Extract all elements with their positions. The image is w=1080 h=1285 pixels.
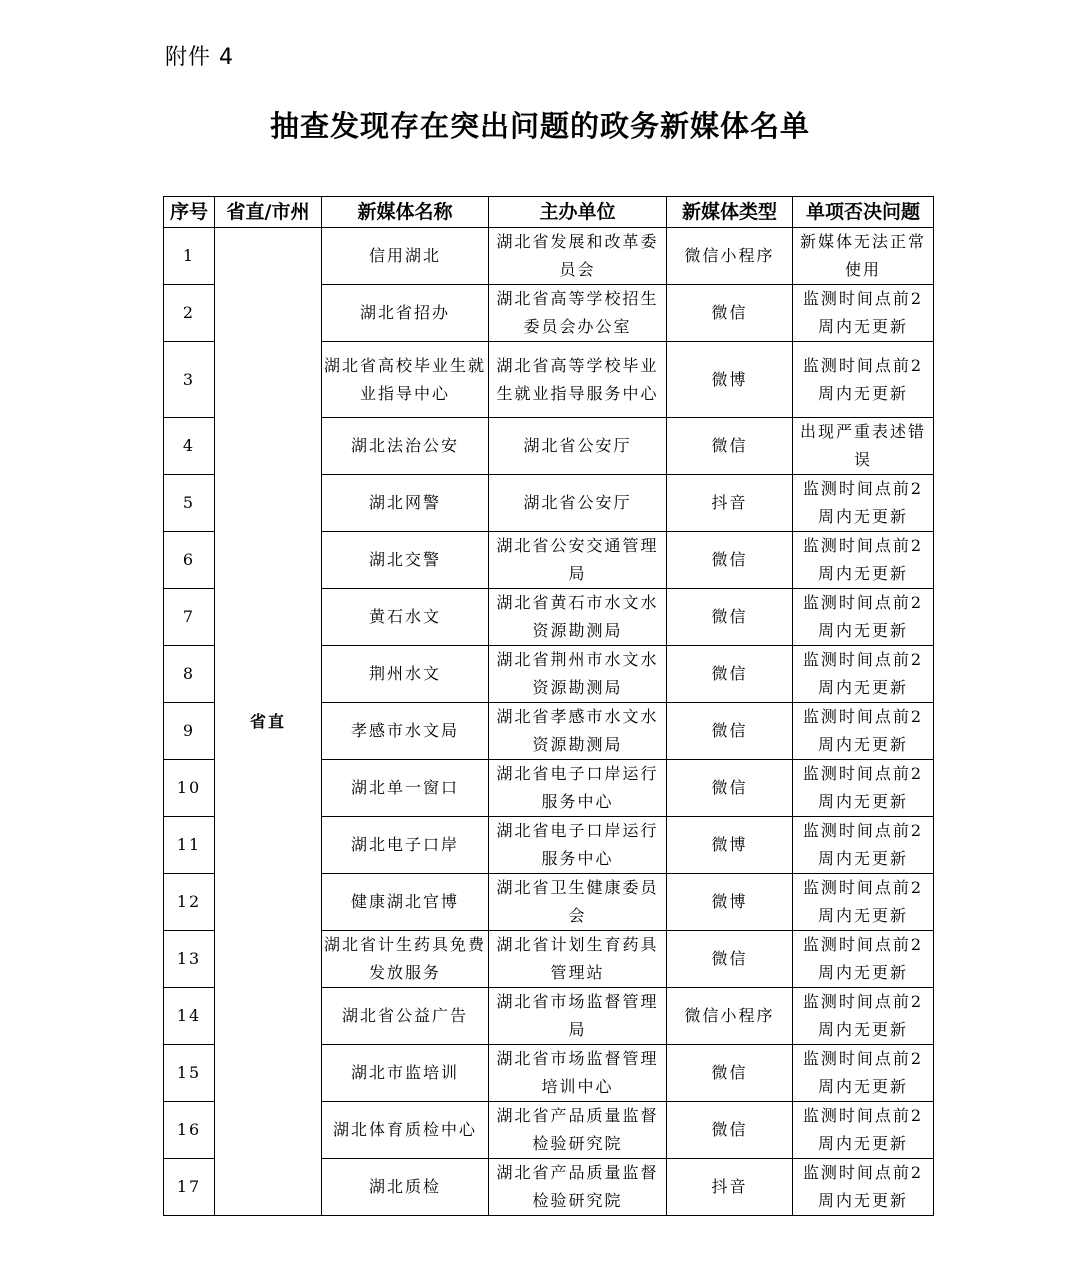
row-media-type: 微博: [667, 874, 793, 931]
row-serial: 12: [164, 874, 215, 931]
row-veto-issue: 监测时间点前2周内无更新: [793, 646, 934, 703]
row-organizer: 湖北省高等学校毕业生就业指导服务中心: [489, 342, 667, 418]
row-veto-issue: 监测时间点前2周内无更新: [793, 1102, 934, 1159]
row-organizer: 湖北省荆州市水文水资源勘测局: [489, 646, 667, 703]
row-veto-issue: 新媒体无法正常使用: [793, 228, 934, 285]
header-serial: 序号: [164, 197, 215, 228]
row-organizer: 湖北省公安厅: [489, 418, 667, 475]
row-serial: 13: [164, 931, 215, 988]
header-veto-issue: 单项否决问题: [793, 197, 934, 228]
row-veto-issue: 监测时间点前2周内无更新: [793, 1045, 934, 1102]
row-serial: 7: [164, 589, 215, 646]
row-organizer: 湖北省高等学校招生委员会办公室: [489, 285, 667, 342]
table-row: [164, 228, 934, 285]
row-media-type: 微信: [667, 760, 793, 817]
row-media-name: 湖北省计生药具免费发放服务: [322, 931, 489, 988]
row-organizer: 湖北省市场监督管理培训中心: [489, 1045, 667, 1102]
row-media-type: 微信: [667, 931, 793, 988]
row-media-name: 信用湖北: [322, 228, 489, 285]
row-organizer: 湖北省计划生育药具管理站: [489, 931, 667, 988]
header-region: 省直/市州: [215, 197, 322, 228]
row-veto-issue: 监测时间点前2周内无更新: [793, 285, 934, 342]
row-serial: 5: [164, 475, 215, 532]
row-serial: 8: [164, 646, 215, 703]
row-serial: 10: [164, 760, 215, 817]
attachment-label: 附件 4: [165, 45, 234, 70]
row-media-type: 微信小程序: [667, 228, 793, 285]
row-veto-issue: 监测时间点前2周内无更新: [793, 703, 934, 760]
row-organizer: 湖北省发展和改革委员会: [489, 228, 667, 285]
row-media-name: 黄石水文: [322, 589, 489, 646]
row-media-type: 微信: [667, 703, 793, 760]
row-media-type: 微信: [667, 1102, 793, 1159]
row-media-name: 湖北省公益广告: [322, 988, 489, 1045]
row-media-name: 湖北省招办: [322, 285, 489, 342]
row-organizer: 湖北省市场监督管理局: [489, 988, 667, 1045]
row-media-type: 微信小程序: [667, 988, 793, 1045]
row-serial: 1: [164, 228, 215, 285]
row-media-name: 湖北体育质检中心: [322, 1102, 489, 1159]
row-media-name: 湖北省高校毕业生就业指导中心: [322, 342, 489, 418]
row-media-name: 荆州水文: [322, 646, 489, 703]
row-media-type: 微信: [667, 646, 793, 703]
row-organizer: 湖北省卫生健康委员会: [489, 874, 667, 931]
media-list-table: [163, 196, 934, 1216]
row-serial: 11: [164, 817, 215, 874]
table-header-row: [164, 197, 934, 228]
row-organizer: 湖北省产品质量监督检验研究院: [489, 1102, 667, 1159]
row-media-name: 孝感市水文局: [322, 703, 489, 760]
row-serial: 4: [164, 418, 215, 475]
row-serial: 15: [164, 1045, 215, 1102]
row-media-type: 微博: [667, 342, 793, 418]
row-media-type: 微信: [667, 532, 793, 589]
header-media-type: 新媒体类型: [667, 197, 793, 228]
row-media-type: 微信: [667, 589, 793, 646]
row-organizer: 湖北省公安交通管理局: [489, 532, 667, 589]
row-veto-issue: 监测时间点前2周内无更新: [793, 1159, 934, 1216]
row-media-type: 抖音: [667, 1159, 793, 1216]
row-media-type: 微信: [667, 285, 793, 342]
row-serial: 17: [164, 1159, 215, 1216]
row-veto-issue: 监测时间点前2周内无更新: [793, 988, 934, 1045]
row-media-type: 抖音: [667, 475, 793, 532]
row-serial: 14: [164, 988, 215, 1045]
row-veto-issue: 监测时间点前2周内无更新: [793, 760, 934, 817]
row-organizer: 湖北省黄石市水文水资源勘测局: [489, 589, 667, 646]
row-serial: 3: [164, 342, 215, 418]
row-organizer: 湖北省公安厅: [489, 475, 667, 532]
row-media-name: 湖北电子口岸: [322, 817, 489, 874]
row-media-name: 湖北市监培训: [322, 1045, 489, 1102]
region-category: 省直: [215, 228, 322, 1216]
row-veto-issue: 监测时间点前2周内无更新: [793, 475, 934, 532]
row-serial: 6: [164, 532, 215, 589]
row-veto-issue: 监测时间点前2周内无更新: [793, 874, 934, 931]
row-media-name: 湖北交警: [322, 532, 489, 589]
row-veto-issue: 监测时间点前2周内无更新: [793, 342, 934, 418]
row-serial: 9: [164, 703, 215, 760]
row-veto-issue: 监测时间点前2周内无更新: [793, 589, 934, 646]
row-organizer: 湖北省孝感市水文水资源勘测局: [489, 703, 667, 760]
row-veto-issue: 监测时间点前2周内无更新: [793, 532, 934, 589]
row-organizer: 湖北省电子口岸运行服务中心: [489, 760, 667, 817]
row-media-name: 湖北质检: [322, 1159, 489, 1216]
row-media-type: 微博: [667, 817, 793, 874]
row-media-type: 微信: [667, 418, 793, 475]
row-media-name: 健康湖北官博: [322, 874, 489, 931]
row-serial: 2: [164, 285, 215, 342]
row-organizer: 湖北省电子口岸运行服务中心: [489, 817, 667, 874]
row-serial: 16: [164, 1102, 215, 1159]
row-media-name: 湖北网警: [322, 475, 489, 532]
row-organizer: 湖北省产品质量监督检验研究院: [489, 1159, 667, 1216]
header-organizer: 主办单位: [489, 197, 667, 228]
row-veto-issue: 监测时间点前2周内无更新: [793, 931, 934, 988]
row-media-type: 微信: [667, 1045, 793, 1102]
row-media-name: 湖北单一窗口: [322, 760, 489, 817]
row-veto-issue: 监测时间点前2周内无更新: [793, 817, 934, 874]
document-title: 抽查发现存在突出问题的政务新媒体名单: [269, 109, 810, 143]
row-veto-issue: 出现严重表述错误: [793, 418, 934, 475]
row-media-name: 湖北法治公安: [322, 418, 489, 475]
header-media-name: 新媒体名称: [322, 197, 489, 228]
